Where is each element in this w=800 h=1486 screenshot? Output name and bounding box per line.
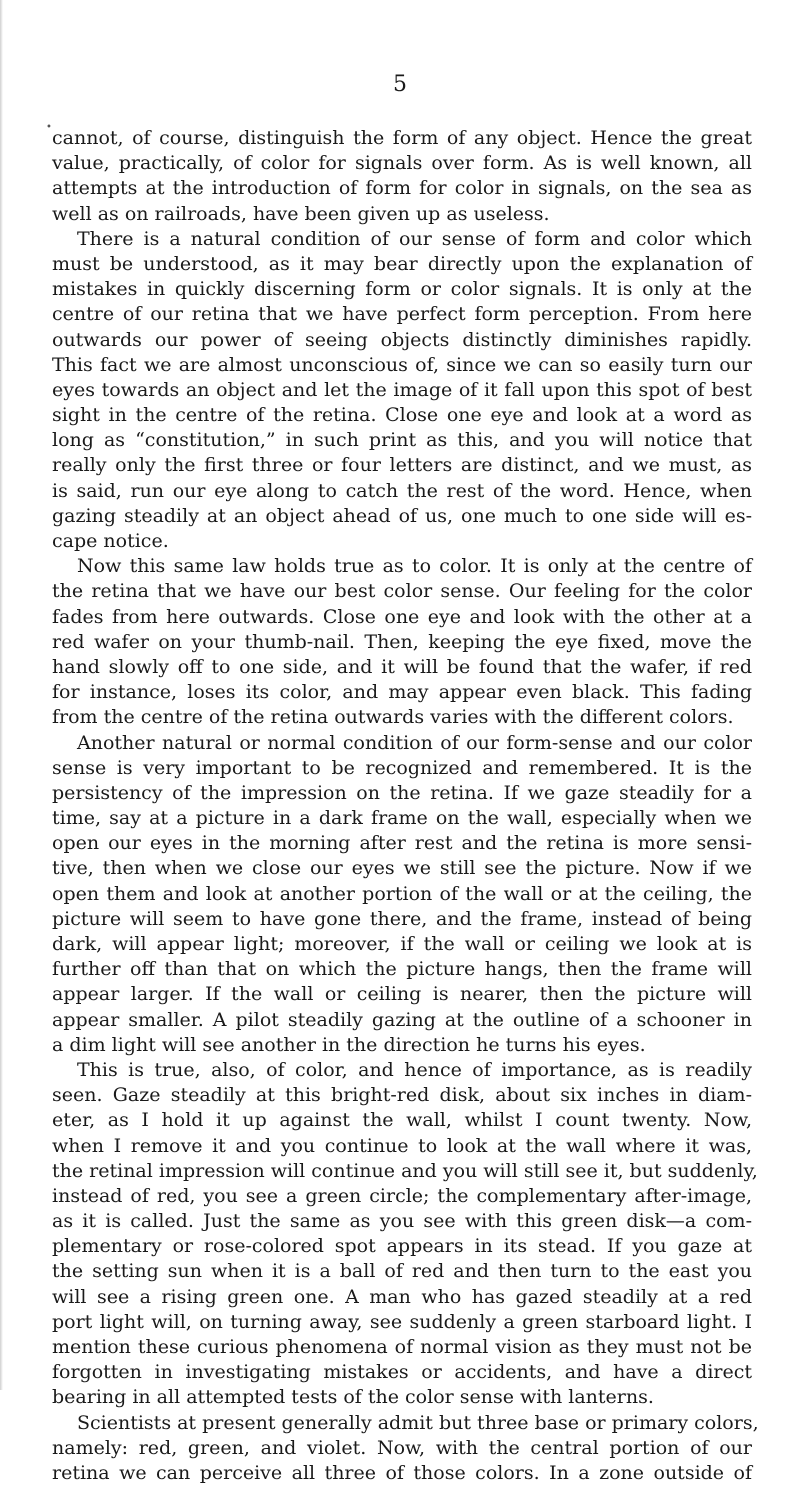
text-line: There is a natural condition of our sense of form and color which xyxy=(77,227,752,250)
text-line: is said, run our eye along to catch the rest of the word. Hence, when xyxy=(52,479,752,502)
print-mark: • xyxy=(46,122,52,133)
text-line: the retinal impression will continue and you will still see it, but suddenly, xyxy=(52,1159,758,1182)
text-line: from the centre of the retina outwards varies with the different colors. xyxy=(52,706,734,729)
text-line: must be understood, as it may bear directly upon the explanation of xyxy=(52,252,752,275)
text-line: appear larger. If the wall or ceiling is nearer, then the picture will xyxy=(52,983,752,1006)
text-line: hand slowly off to one side, and it will be found that the wafer, if red xyxy=(52,655,752,678)
text-line: cape notice. xyxy=(52,530,169,552)
text-line: retina we can perceive all three of those colors. In a zone outside of xyxy=(52,1461,752,1484)
text-line: persistency of the impression on the retina. If we gaze steadily for a xyxy=(52,781,752,804)
text-line: will see a rising green one. A man who has gazed steadily at a red xyxy=(52,1285,752,1308)
text-line: long as “constitution,” in such print as this, and you will notice that xyxy=(52,429,752,452)
text-line: bearing in all attempted tests of the color sense with lanterns. xyxy=(52,1386,654,1409)
text-line: sense is very important to be recognized and remembered. It is the xyxy=(52,756,752,779)
text-line: mention these curious phenomena of normal vision as they must not be xyxy=(52,1336,752,1358)
text-line: seen. Gaze steadily at this bright-red disk, about six inches in diam- xyxy=(52,1084,752,1107)
text-line: for instance, loses its color, and may appear even black. This fading xyxy=(52,681,752,704)
text-line: well as on railroads, have been given up as useless. xyxy=(52,202,550,225)
text-line: the setting sun when it is a ball of red and then turn to the east you xyxy=(52,1260,752,1283)
text-line: plementary or rose-colored spot appears in its stead. If you gaze at xyxy=(52,1235,752,1258)
text-line: open our eyes in the morning after rest and the retina is more sensi- xyxy=(52,832,752,855)
text-line: appear smaller. A pilot steadily gazing at the outline of a schooner in xyxy=(52,1008,752,1031)
text-line: eyes towards an object and let the image of it fall upon this spot of best xyxy=(52,378,752,401)
text-line: a dim light will see another in the direction he turns his eyes. xyxy=(52,1033,646,1056)
text-line: outwards our power of seeing objects distinctly diminishes rapidly. xyxy=(52,328,752,351)
text-line: centre of our retina that we have perfect form perception. From here xyxy=(52,303,752,326)
text-line: dark, will appear light; moreover, if the wall or ceiling we look at is xyxy=(52,933,752,955)
text-line: picture will seem to have gone there, and the frame, instead of being xyxy=(52,907,752,930)
text-line: mistakes in quickly discerning form or color signals. It is only at the xyxy=(52,278,752,301)
text-line: when I remove it and you continue to look at the wall where it was, xyxy=(52,1134,752,1157)
text-line: open them and look at another portion of the wall or at the ceiling, the xyxy=(52,882,752,905)
text-line: port light will, on turning away, see suddenly a green starboard light. I xyxy=(52,1310,752,1333)
text-line: red wafer on your thumb-nail. Then, keeping the eye fixed, move the xyxy=(52,630,752,653)
text-line: Now this same law holds true as to color. It is only at the centre of xyxy=(77,555,752,578)
text-line: time, say at a picture in a dark frame on the wall, especially when we xyxy=(52,807,752,830)
text-line: This fact we are almost unconscious of, since we can so easily turn our xyxy=(52,353,752,376)
text-line: further off than that on which the picture hangs, then the frame will xyxy=(52,958,752,981)
body-text xyxy=(52,126,759,1486)
text-line: sight in the centre of the retina. Close one eye and look at a word as xyxy=(52,404,752,427)
text-line: namely: red, green, and violet. Now, with the central portion of our xyxy=(52,1436,752,1459)
text-line: value, practically, of color for signals over form. As is well known, all xyxy=(52,152,752,175)
text-line: Another natural or normal condition of our form-sense and our color xyxy=(77,731,752,754)
text-line: Scientists at present generally admit but three base or primary colors, xyxy=(77,1411,759,1434)
text-line: fades from here outwards. Close one eye and look with the other at a xyxy=(52,605,752,628)
text-line: tive, then when we close our eyes we still see the picture. Now if we xyxy=(52,857,752,880)
text-line: really only the first three or four letters are distinct, and we must, as xyxy=(52,454,752,477)
text-line: attempts at the introduction of form for color in signals, on the sea as xyxy=(52,177,752,200)
text-line: cannot, of course, distinguish the form of any object. Hence the great xyxy=(52,127,752,149)
text-line: the retina that we have our best color sense. Our feeling for the color xyxy=(52,580,752,603)
text-line: as it is called. Just the same as you see with this green disk—a com- xyxy=(52,1210,752,1233)
text-line: forgotten in investigating mistakes or accidents, and have a direct xyxy=(52,1361,752,1384)
text-line: eter, as I hold it up against the wall, whilst I count twenty. Now, xyxy=(52,1109,752,1132)
text-line: instead of red, you see a green circle; the complementary after-image, xyxy=(52,1184,752,1207)
text-line: This is true, also, of color, and hence of importance, as is readily xyxy=(77,1058,752,1081)
text-line: gazing steadily at an object ahead of us, one much to one side will es- xyxy=(52,504,752,527)
page-scan-edge xyxy=(0,0,3,1390)
page-number: 5 xyxy=(393,72,407,97)
